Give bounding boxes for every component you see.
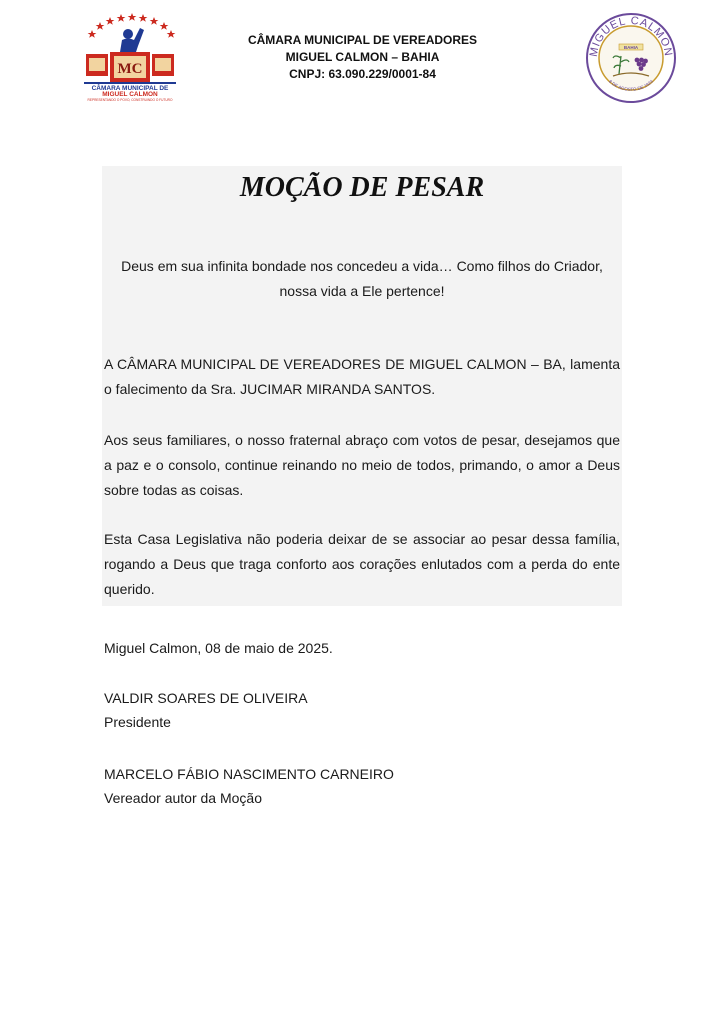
signature-author (104, 762, 394, 810)
intro-line-2: nossa vida a Ele pertence! (279, 283, 445, 299)
city-seal (583, 10, 679, 106)
signature-president (104, 686, 308, 734)
signature-role: Vereador autor da Moção (104, 790, 262, 806)
letterhead (190, 32, 535, 83)
letterhead-line-1: CÂMARA MUNICIPAL DE VEREADORES (247, 33, 478, 47)
paragraph-condolence: A CÂMARA MUNICIPAL DE VEREADORES DE MIGUEL CALMON – BA, lamenta o falecimento da Sra. JUCIMAR MIRANDA SANTOS. (104, 356, 620, 397)
paragraph-house: Esta Casa Legislativa não poderia deixar de se associar ao pesar dessa família, rogando a Deus que traga conforto aos corações enlutados com a perda do ente querido. (104, 531, 620, 597)
letterhead-line-2: MIGUEL CALMON – BAHIA (285, 50, 440, 64)
chamber-logo (80, 10, 180, 102)
svg-text:CÂMARA MUNICIPAL DE: CÂMARA MUNICIPAL DE (91, 85, 169, 92)
intro-text (102, 254, 622, 304)
intro-line-1: Deus em sua infinita bondade nos concedeu a vida… Como filhos do Criador, (121, 258, 603, 274)
signature-name: MARCELO FÁBIO NASCIMENTO CARNEIRO (104, 766, 394, 782)
svg-text:BAHIA: BAHIA (623, 45, 639, 50)
svg-text:MIGUEL CALMON: MIGUEL CALMON (587, 14, 675, 58)
signature-role: Presidente (104, 714, 171, 730)
svg-text:MIGUEL CALMON: MIGUEL CALMON (102, 91, 158, 98)
signature-name: VALDIR SOARES DE OLIVEIRA (104, 690, 308, 706)
letterhead-line-3: CNPJ: 63.090.229/0001-84 (289, 67, 436, 81)
document-title: MOÇÃO DE PESAR (239, 172, 485, 203)
svg-text:MC: MC (117, 61, 143, 77)
document-date: Miguel Calmon, 08 de maio de 2025. (104, 640, 333, 656)
svg-text:8 DE AGOSTO DE 1924: 8 DE AGOSTO DE 1924 (607, 78, 655, 92)
paragraph-family: Aos seus familiares, o nosso fraternal abraço com votos de pesar, desejamos que a paz e o consolo, continue reinando no meio de todos, primando, o amor a Deus sobre todas as coisas. (104, 432, 620, 498)
svg-text:REPRESENTANDO O POVO, CONSTRUI: REPRESENTANDO O POVO, CONSTRUINDO O FUTURO (87, 98, 173, 102)
